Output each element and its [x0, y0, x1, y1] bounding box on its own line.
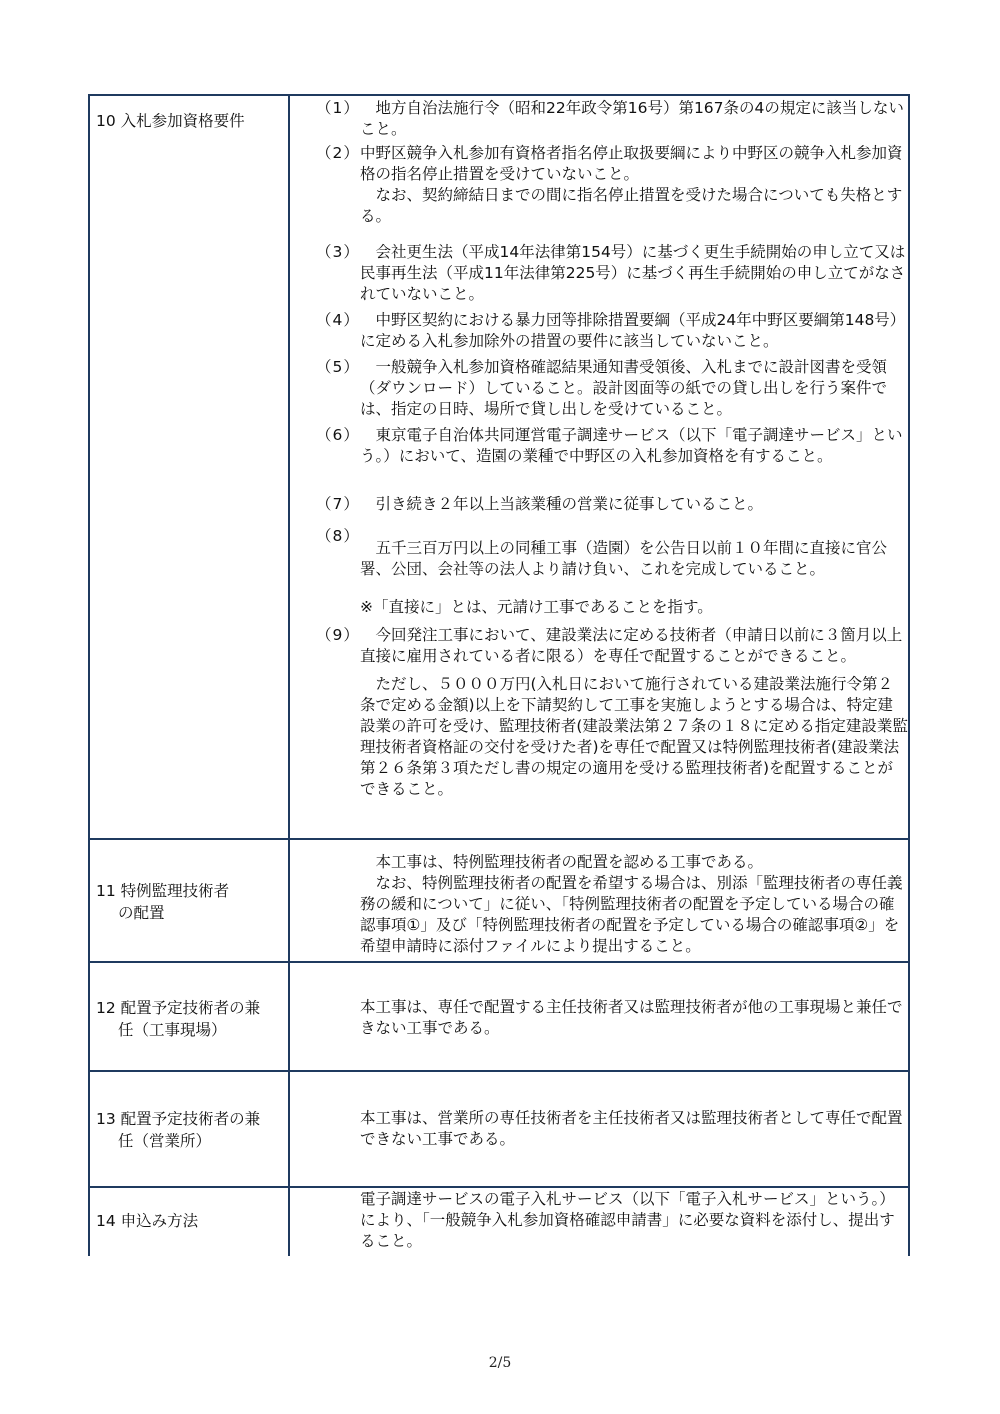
row-divider	[88, 1186, 910, 1188]
requirement-item-7	[360, 494, 908, 515]
body-text: 本工事は、営業所の専任技術者を主任技術者又は監理技術者として専任で配置できない工事である。	[360, 1109, 903, 1148]
requirement-item-9	[360, 625, 908, 800]
item-text: 引き続き２年以上当該業種の営業に従事していること。	[360, 495, 764, 513]
row-divider	[88, 961, 910, 963]
item-number: （1）	[316, 99, 360, 117]
item-number: （5）	[316, 358, 360, 376]
item-text: 五千三百万円以上の同種工事（造園）を公告日以前１０年間に直接に官公署、公団、会社等の法人より請け負い、これを完成していること。	[360, 539, 888, 578]
body-text: 電子調達サービスの電子入札サービス（以下「電子入札サービス」という。）により、「一般競争入札参加資格確認申請書」に必要な資料を添付し、提出すること。	[360, 1190, 895, 1250]
requirement-item-4	[360, 310, 908, 352]
table-border-right	[908, 94, 910, 1256]
section-10-label	[96, 110, 245, 132]
section-14-body	[360, 1189, 908, 1252]
section-title-cont: の配置	[118, 904, 165, 922]
page-number: 2/5	[488, 1355, 512, 1371]
item-text: 中野区契約における暴力団等排除措置要綱（平成24年中野区要綱第148号）に定める入札参加除外の措置の要件に該当していないこと。	[360, 311, 906, 350]
requirement-item-2	[360, 143, 908, 227]
item-number: （2）	[316, 144, 360, 162]
body-text: なお、特例監理技術者の配置を希望する場合は、別添「監理技術者の専任義務の緩和について」に従い、「特例監理技術者の配置を予定している場合の確認事項①」及び「特例監理技術者の配置を予定している場合の確認事項②」を希望申請時に添付ファイルにより提出すること。	[360, 874, 903, 955]
item-text: 東京電子自治体共同運営電子調達サービス（以下「電子調達サービス」という。）において、造園の業種で中野区の入札参加資格を有すること。	[360, 426, 903, 465]
row-divider	[88, 1070, 910, 1072]
item-text: 一般競争入札参加資格確認結果通知書受領後、入札までに設計図書を受領（ダウンロード）していること。設計図面等の紙での貸し出しを行う案件では、指定の日時、場所で貸し出しを受けていること。	[360, 358, 888, 418]
requirement-item-8	[360, 538, 908, 618]
section-13-label	[96, 1108, 260, 1152]
section-number: 10	[96, 112, 116, 130]
requirement-item-5	[360, 357, 908, 420]
section-title: 申込み方法	[120, 1212, 199, 1230]
row-divider	[88, 838, 910, 840]
item-text: 地方自治法施行令（昭和22年政令第16号）第167条の4の規定に該当しないこと。	[360, 99, 904, 138]
section-number: 11	[96, 882, 116, 900]
body-text: 本工事は、特例監理技術者の配置を認める工事である。	[360, 853, 764, 871]
section-12-body	[360, 997, 908, 1039]
item-note: ※「直接に」とは、元請け工事であることを指す。	[360, 598, 713, 616]
section-number: 13	[96, 1110, 116, 1128]
requirement-item-3	[360, 242, 908, 305]
item-number: （4）	[316, 311, 360, 329]
section-number: 14	[96, 1212, 116, 1230]
item-number: （3）	[316, 243, 360, 261]
requirement-item-1	[360, 98, 908, 140]
item-number: （8）	[316, 527, 360, 545]
section-title: 入札参加資格要件	[120, 112, 245, 130]
section-title-cont: 任（営業所）	[118, 1132, 212, 1150]
section-title: 特例監理技術者	[120, 882, 230, 900]
item-text: なお、契約締結日までの間に指名停止措置を受けた場合についても失格とする。	[360, 186, 903, 225]
section-title-cont: 任（工事現場）	[118, 1021, 227, 1039]
item-text: 今回発注工事において、建設業法に定める技術者（申請日以前に３箇月以上直接に雇用されている者に限る）を専任で配置することができること。	[360, 626, 903, 665]
item-number: （6）	[316, 426, 360, 444]
table-border-top	[88, 94, 910, 96]
section-11-body	[360, 852, 908, 957]
section-title: 配置予定技術者の兼	[120, 1110, 261, 1128]
item-text: 会社更生法（平成14年法律第154号）に基づく更生手続開始の申し立て又は民事再生法（平成11年法律第225号）に基づく再生手続開始の申し立てがなされていないこと。	[360, 243, 906, 303]
section-13-body	[360, 1108, 908, 1150]
section-title: 配置予定技術者の兼	[120, 999, 261, 1017]
item-number: （7）	[316, 495, 360, 513]
item-number: （9）	[316, 626, 360, 644]
table-border-left	[88, 94, 90, 1256]
section-12-label	[96, 997, 260, 1041]
requirement-item-6	[360, 425, 908, 467]
section-number: 12	[96, 999, 116, 1017]
table-column-divider	[288, 94, 290, 1256]
section-11-label	[96, 880, 229, 924]
body-text: 本工事は、専任で配置する主任技術者又は監理技術者が他の工事現場と兼任できない工事である。	[360, 998, 903, 1037]
item-text: 中野区競争入札参加有資格者指名停止取扱要綱により中野区の競争入札参加資格の指名停止措置を受けていないこと。	[360, 144, 903, 183]
item-text: ただし、５０００万円(入札日において施行されている建設業法施行令第２条で定める金額)以上を下請契約して工事を実施しようとする場合は、特定建設業の許可を受け、監理技術者(建設業法第２７条の１８に定める指定建設業監理技術者資格証の交付を受けた者)を専任で配置又は特例監理技術者(建設業法第２６条第３項ただし書の規定の適用を受ける監理技術者)を配置することができること。	[360, 675, 908, 798]
section-14-label	[96, 1210, 198, 1232]
